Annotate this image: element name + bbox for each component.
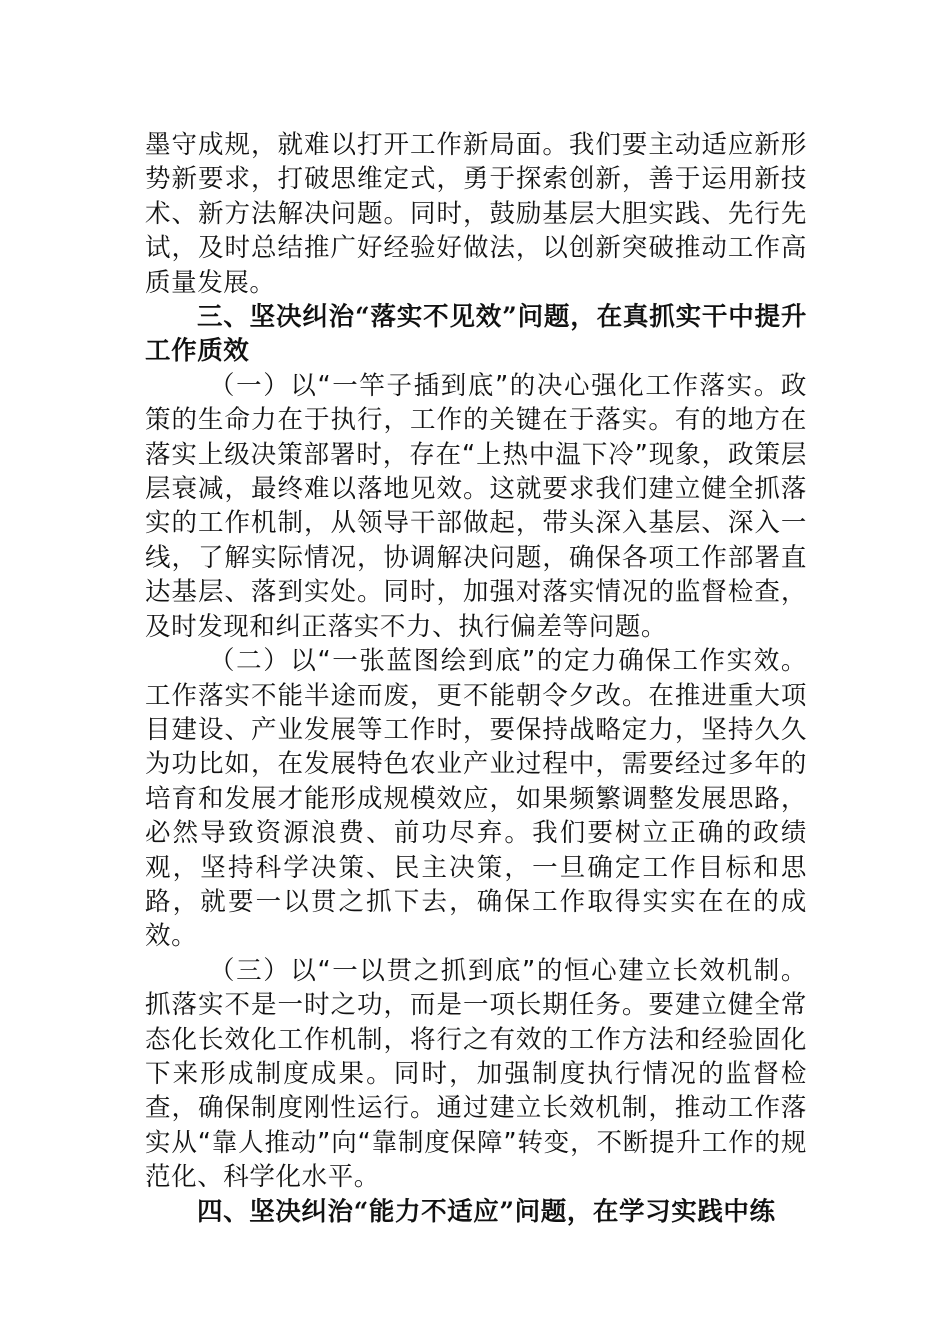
paragraph-subsection-one: （一）以“一竿子插到底”的决心强化工作落实。政策的生命力在于执行，工作的关键在于落实。有的地方在落实上级决策部署时，存在“上热中温下冷”现象，政策层层衰减，最终难以落地见效。这就要求我们建立健全抓落实的工作机制，从领导干部做起，带头深入基层、深入一线，了解实际情况，协调解决问题，确保各项工作部署直达基层、落到实处。同时，加强对落实情况的监督检查，及时发现和纠正落实不力、执行偏差等问题。	[145, 370, 807, 642]
section-heading-three: 三、坚决纠治“落实不见效”问题，在真抓实干中提升工作质效	[145, 302, 807, 367]
paragraph-subsection-two: （二）以“一张蓝图绘到底”的定力确保工作实效。工作落实不能半途而废，更不能朝令夕改。在推进重大项目建设、产业发展等工作时，要保持战略定力，坚持久久为功比如，在发展特色农业产业过程中，需要经过多年的培育和发展才能形成规模效应，如果频繁调整发展思路，必然导致资源浪费、前功尽弃。我们要树立正确的政绩观，坚持科学决策、民主决策，一旦确定工作目标和思路，就要一以贯之抓下去，确保工作取得实实在在的成效。	[145, 646, 807, 952]
paragraph-intro: 墨守成规，就难以打开工作新局面。我们要主动适应新形势新要求，打破思维定式，勇于探索创新，善于运用新技术、新方法解决问题。同时，鼓励基层大胆实践、先行先试，及时总结推广好经验好做法，以创新突破推动工作高质量发展。	[145, 130, 807, 298]
document-body	[145, 128, 807, 1229]
paragraph-subsection-three: （三）以“一以贯之抓到底”的恒心建立长效机制。抓落实不是一时之功，而是一项长期任务。要建立健全常态化长效化工作机制，将行之有效的工作方法和经验固化下来形成制度成果。同时，加强制度执行情况的监督检查，确保制度刚性运行。通过建立长效机制，推动工作落实从“靠人推动”向“靠制度保障”转变，不断提升工作的规范化、科学化水平。	[145, 955, 807, 1193]
section-heading-four: 四、坚决纠治“能力不适应”问题，在学习实践中练	[197, 1196, 776, 1227]
